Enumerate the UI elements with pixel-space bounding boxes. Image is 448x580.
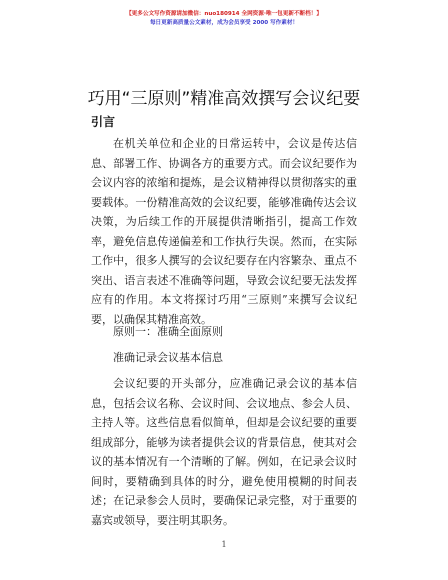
- document-title: 巧用“三原则”精准高效撰写会议纪要: [87, 89, 361, 109]
- body-paragraph: 会议纪要的开头部分，应准确记录会议的基本信息，包括会议名称、会议时间、会议地点、参会人员、主持人等。这些信息看似简单，但却是会议纪要的重要组成部分，能够为读者提供会议的背景信息，使其对会议的基本情况有一个清晰的了解。例如，在记录会议时间时，要精确到具体的时分，避免使用模糊的时间表述；在记录参会人员时，要确保记录完整，对于重要的嘉宾或领导，要注明其职务。: [91, 377, 357, 527]
- intro-paragraph: 在机关单位和企业的日常运转中，会议是传达信息、部署工作、协调各方的重要方式。而会议纪要作为会议内容的浓缩和提炼，是会议精神得以贯彻落实的重要载体。一份精准高效的会议纪要，能够准确传达会议决策，为后续工作的开展提供清晰指引，提高工作效率，避免信息传递偏差和工作执行失误。然而，在实际工作中，很多人撰写的会议纪要存在内容繁杂、重点不突出、语言表述不准确等问题，导致会议纪要无法发挥应有的作用。本文将探讨巧用“三原则”来撰写会议纪要，以确保其精准高效。: [91, 137, 357, 326]
- page-number: 1: [221, 540, 227, 549]
- promo-banner: [0, 10, 448, 28]
- promo-banner-line-2: 每日更新高质量公文素材，成为会员享受 2000 写作素材！: [149, 20, 299, 26]
- promo-banner-line-1: 【更多公文写作资源请加微信：nuo180914 全网资源·唯一包更新不断档！】: [126, 11, 322, 17]
- intro-heading: 引言: [91, 115, 116, 129]
- sub-heading: 准确记录会议基本信息: [113, 351, 223, 364]
- principle-heading: 原则一：准确全面原则: [113, 325, 223, 338]
- body-section: [91, 374, 357, 530]
- intro-section: [91, 134, 357, 329]
